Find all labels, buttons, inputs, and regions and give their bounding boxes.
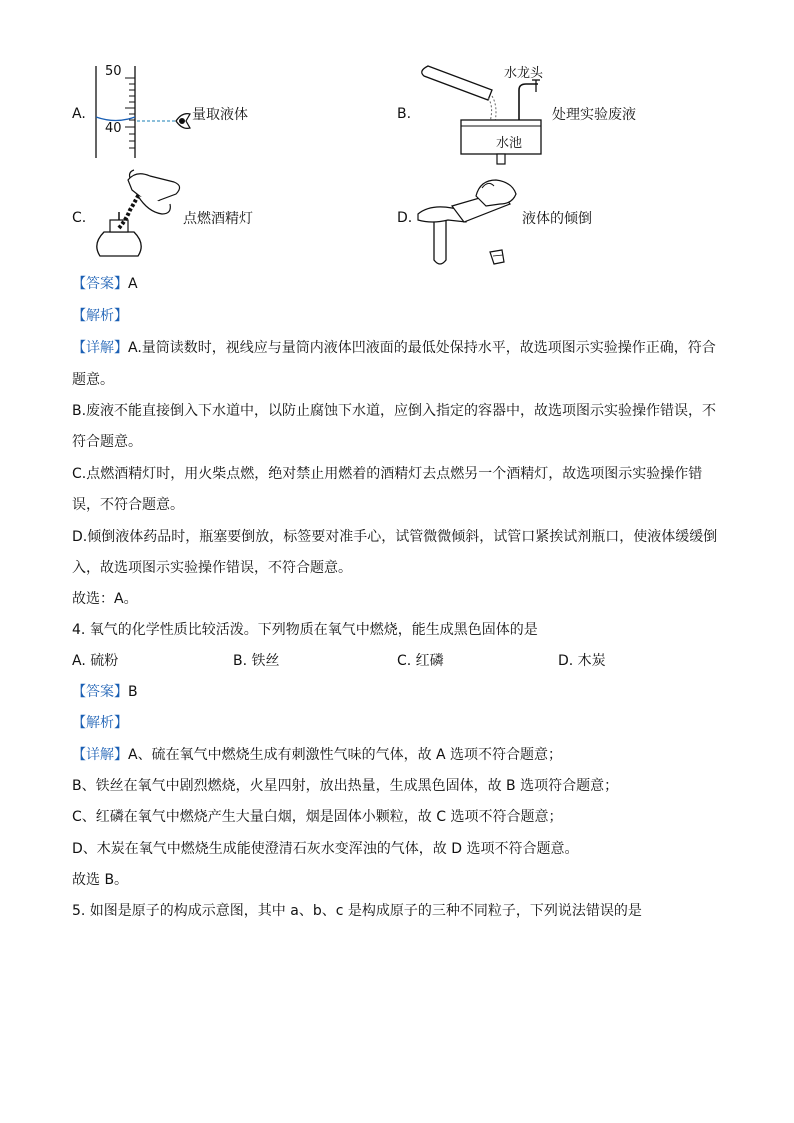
answer-value: A bbox=[128, 276, 138, 292]
q3-analysis-heading bbox=[72, 306, 128, 326]
q4-detail-line-4: D、木炭在氧气中燃烧生成能使澄清石灰水变浑浊的气体，故 D 选项不符合题意。 bbox=[72, 841, 579, 857]
figure-a-letter: A. bbox=[72, 106, 86, 122]
figure-a-tick-40: 40 bbox=[105, 121, 122, 136]
answer-tag: 【答案】 bbox=[72, 684, 128, 700]
q3-answer bbox=[72, 274, 138, 294]
q4-conclusion: 故选 B。 bbox=[72, 872, 129, 888]
detail-text: A.量筒读数时，视线应与量筒内液体凹液面的最低处保持水平，故选项图示实验操作正确，符合 bbox=[128, 340, 716, 356]
q4-option-b: B. 铁丝 bbox=[233, 653, 280, 669]
q4-option-d: D. 木炭 bbox=[558, 653, 606, 669]
q4-answer bbox=[72, 682, 138, 702]
q3-detail-line-4: 符合题意。 bbox=[72, 434, 142, 450]
figure-a-tick-50: 50 bbox=[105, 64, 122, 79]
figure-b-caption: 处理实验废液 bbox=[552, 107, 636, 123]
detail-tag: 【详解】 bbox=[72, 747, 128, 763]
q3-detail-line-7: D.倾倒液体药品时，瓶塞要倒放，标签要对准手心，试管微微倾斜，试管口紧挨试剂瓶口，使液体缓缓倒 bbox=[72, 529, 718, 545]
figure-a-caption: 量取液体 bbox=[192, 107, 248, 123]
q4-analysis-heading bbox=[72, 713, 128, 733]
q4-option-c: C. 红磷 bbox=[397, 653, 444, 669]
figure-d-letter: D. bbox=[397, 210, 413, 226]
analysis-tag: 【解析】 bbox=[72, 715, 128, 731]
q3-detail-line-2: 题意。 bbox=[72, 372, 114, 388]
figure-c-letter: C. bbox=[72, 210, 87, 226]
q4-detail-line-1 bbox=[72, 745, 562, 765]
q4-option-a: A. 硫粉 bbox=[72, 653, 119, 669]
q3-detail-line-8: 入，故选项图示实验操作错误，不符合题意。 bbox=[72, 560, 352, 576]
faucet-label: 水龙头 bbox=[504, 66, 544, 81]
q4-detail-line-2: B、铁丝在氧气中剧烈燃烧，火星四射，放出热量，生成黑色固体，故 B 选项符合题意； bbox=[72, 778, 619, 794]
answer-value: B bbox=[128, 684, 138, 700]
q4-detail-line-3: C、红磷在氧气中燃烧产生大量白烟，烟是固体小颗粒，故 C 选项不符合题意； bbox=[72, 809, 563, 825]
detail-text: A、硫在氧气中燃烧生成有刺激性气味的气体，故 A 选项不符合题意； bbox=[128, 747, 563, 763]
analysis-tag: 【解析】 bbox=[72, 308, 128, 324]
q3-detail-line-3: B.废液不能直接倒入下水道中，以防止腐蚀下水道，应倒入指定的容器中，故选项图示实验操作错误，不 bbox=[72, 403, 717, 419]
q3-detail-line-1 bbox=[72, 338, 716, 358]
sink-label: 水池 bbox=[496, 136, 523, 151]
q3-detail-line-6: 误，不符合题意。 bbox=[72, 497, 184, 513]
q5-stem: 5. 如图是原子的构成示意图，其中 a、b、c 是构成原子的三种不同粒子，下列说法错误的是 bbox=[72, 903, 642, 919]
figure-b-letter: B. bbox=[397, 106, 412, 122]
figure-c-caption: 点燃酒精灯 bbox=[183, 211, 253, 227]
q3-detail-line-5: C.点燃酒精灯时，用火柴点燃，绝对禁止用燃着的酒精灯去点燃另一个酒精灯，故选项图示实验操作错 bbox=[72, 466, 703, 482]
q3-conclusion: 故选：A。 bbox=[72, 591, 138, 607]
figure-d-caption: 液体的倾倒 bbox=[522, 211, 592, 227]
detail-tag: 【详解】 bbox=[72, 340, 128, 356]
answer-tag: 【答案】 bbox=[72, 276, 128, 292]
q4-stem: 4. 氧气的化学性质比较活泼。下列物质在氧气中燃烧，能生成黑色固体的是 bbox=[72, 622, 538, 638]
